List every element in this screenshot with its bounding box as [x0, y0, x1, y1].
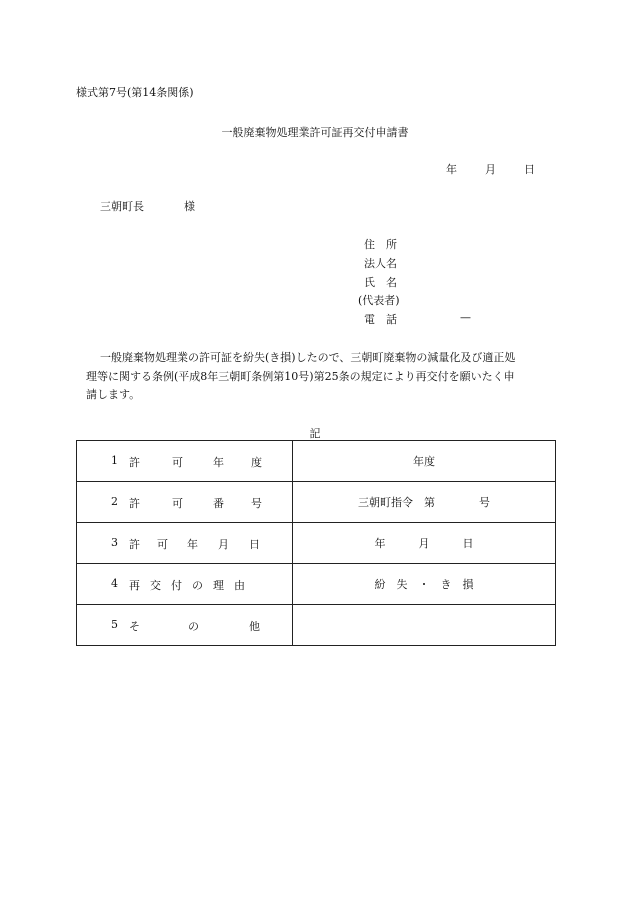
form-number: 様式第7号(第14条関係) [76, 86, 194, 99]
request-paragraph [76, 349, 560, 405]
applicant-phone-label: 電 話 [364, 313, 397, 326]
applicant-address-label: 住 所 [364, 238, 397, 251]
ki-heading: 記 [309, 427, 321, 440]
row-value [293, 605, 556, 646]
addressee [100, 198, 195, 214]
applicant-corporation-label: 法人名 [364, 257, 397, 270]
table-row [77, 564, 556, 605]
row-value: 三朝町指令 第 号 [293, 482, 556, 523]
date-year: 年 [446, 163, 457, 176]
date-line [446, 161, 535, 177]
row-value: 紛 失 ・ き 損 [293, 564, 556, 605]
row-label: 3 許 可 年 月 日 [77, 523, 293, 564]
table-row [77, 441, 556, 482]
row-value: 年 月 日 [293, 523, 556, 564]
date-month: 月 [485, 163, 496, 176]
row-label: 2 許 可 番 号 [77, 482, 293, 523]
phone-dash: — [460, 311, 471, 324]
row-value: 年度 [293, 441, 556, 482]
table-row [77, 482, 556, 523]
paragraph-line: 請します。 [86, 388, 141, 401]
paragraph-line: 理等に関する条例(平成8年三朝町条例第10号)第25条の規定により再交付を願いたく申 [86, 369, 515, 383]
applicant-representative-label: (代表者) [358, 294, 400, 307]
details-table [76, 440, 556, 646]
addressee-name: 三朝町長 [100, 200, 144, 213]
document-title: 一般廃棄物処理業許可証再交付申請書 [221, 126, 409, 139]
date-day: 日 [524, 163, 535, 176]
table-row [77, 523, 556, 564]
addressee-honorific: 様 [184, 200, 195, 213]
row-label: 1 許 可 年 度 [77, 441, 293, 482]
table-row [77, 605, 556, 646]
row-label: 4 再 交 付 の 理 由 [77, 564, 293, 605]
applicant-name-label: 氏 名 [364, 276, 397, 289]
paragraph-line: 一般廃棄物処理業の許可証を紛失(き損)したので、三朝町廃棄物の減量化及び適正処 [100, 351, 516, 364]
row-label: 5 そ の 他 [77, 605, 293, 646]
